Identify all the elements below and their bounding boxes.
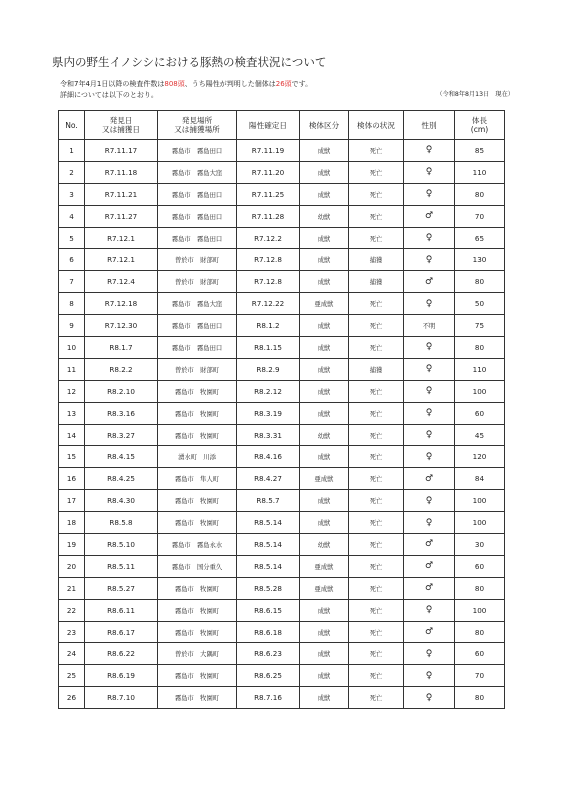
cell-no: 24 — [59, 643, 85, 665]
cell-status: 死亡 — [349, 337, 404, 359]
cell-status: 捕獲 — [349, 271, 404, 293]
intro-line-2: 詳細については以下のとおり。 — [60, 90, 158, 99]
cell-no: 18 — [59, 512, 85, 534]
cell-class: 成獣 — [300, 249, 349, 271]
cell-length: 80 — [455, 577, 505, 599]
cell-date-found: R8.6.22 — [85, 643, 158, 665]
cell-length: 100 — [455, 380, 505, 402]
table-row — [59, 643, 505, 665]
header-date-found: 発見日 又は捕獲日 — [85, 111, 158, 140]
table-row — [59, 271, 505, 293]
cell-date-found: R7.12.18 — [85, 293, 158, 315]
cell-date-found: R8.5.11 — [85, 555, 158, 577]
cell-class: 亜成獣 — [300, 293, 349, 315]
cell-status: 死亡 — [349, 555, 404, 577]
cell-length: 60 — [455, 643, 505, 665]
cell-confirm-date: R8.6.18 — [237, 621, 300, 643]
header-confirm-date: 陽性確定日 — [237, 111, 300, 140]
cell-class: 成獣 — [300, 512, 349, 534]
cell-length: 70 — [455, 205, 505, 227]
cell-place: 霧島市 霧島永水 — [158, 534, 237, 556]
cell-length: 75 — [455, 315, 505, 337]
cell-date-found: R8.5.10 — [85, 534, 158, 556]
intro-suffix: です。 — [291, 80, 313, 88]
cell-place: 霧島市 牧園町 — [158, 424, 237, 446]
cell-confirm-date: R8.3.31 — [237, 424, 300, 446]
cell-place: 霧島市 牧園町 — [158, 490, 237, 512]
cell-class: 成獣 — [300, 315, 349, 337]
cell-confirm-date: R7.11.28 — [237, 205, 300, 227]
cell-sex: ♀ — [404, 424, 455, 446]
cell-place: 霧島市 霧島田口 — [158, 205, 237, 227]
cell-length: 100 — [455, 490, 505, 512]
cell-length: 65 — [455, 227, 505, 249]
cell-status: 死亡 — [349, 161, 404, 183]
cell-sex: ♀ — [404, 402, 455, 424]
cell-status: 死亡 — [349, 490, 404, 512]
cell-class: 幼獣 — [300, 424, 349, 446]
header-sex: 性別 — [404, 111, 455, 140]
cell-length: 100 — [455, 599, 505, 621]
cell-date-found: R7.12.1 — [85, 227, 158, 249]
cell-status: 死亡 — [349, 665, 404, 687]
cell-place: 霧島市 牧園町 — [158, 599, 237, 621]
cell-confirm-date: R8.5.14 — [237, 512, 300, 534]
cell-no: 16 — [59, 468, 85, 490]
cell-length: 60 — [455, 402, 505, 424]
table-row — [59, 140, 505, 162]
cell-class: 成獣 — [300, 599, 349, 621]
cell-class: 成獣 — [300, 687, 349, 709]
cell-no: 21 — [59, 577, 85, 599]
cell-status: 死亡 — [349, 402, 404, 424]
cell-no: 20 — [59, 555, 85, 577]
cell-no: 1 — [59, 140, 85, 162]
cell-status: 死亡 — [349, 577, 404, 599]
table-row — [59, 665, 505, 687]
cell-sex: ♀ — [404, 183, 455, 205]
cell-sex: ♀ — [404, 358, 455, 380]
cell-no: 17 — [59, 490, 85, 512]
table-row — [59, 621, 505, 643]
cell-date-found: R8.7.10 — [85, 687, 158, 709]
cell-status: 死亡 — [349, 643, 404, 665]
cell-date-found: R7.12.30 — [85, 315, 158, 337]
table-header-row — [59, 111, 505, 140]
table-row — [59, 468, 505, 490]
table-row — [59, 227, 505, 249]
cell-confirm-date: R7.12.8 — [237, 249, 300, 271]
cell-date-found: R8.4.30 — [85, 490, 158, 512]
cell-sex: ♀ — [404, 687, 455, 709]
table-row — [59, 402, 505, 424]
cell-place: 霧島市 牧園町 — [158, 687, 237, 709]
cell-no: 12 — [59, 380, 85, 402]
cell-place: 湧水町 川添 — [158, 446, 237, 468]
cell-sex: ♂ — [404, 205, 455, 227]
cell-confirm-date: R7.11.19 — [237, 140, 300, 162]
total-count: 808頭 — [164, 80, 185, 88]
cell-place: 霧島市 国分重久 — [158, 555, 237, 577]
cell-place: 霧島市 牧園町 — [158, 380, 237, 402]
table-row — [59, 446, 505, 468]
cell-no: 19 — [59, 534, 85, 556]
cell-place: 霧島市 牧園町 — [158, 577, 237, 599]
cell-place: 霧島市 牧園町 — [158, 621, 237, 643]
cell-place: 霧島市 霧島大窪 — [158, 161, 237, 183]
cell-date-found: R8.6.11 — [85, 599, 158, 621]
cell-date-found: R8.5.27 — [85, 577, 158, 599]
table-row — [59, 315, 505, 337]
cell-class: 成獣 — [300, 665, 349, 687]
cell-sex: ♂ — [404, 577, 455, 599]
cell-date-found: R8.2.2 — [85, 358, 158, 380]
cell-confirm-date: R8.5.28 — [237, 577, 300, 599]
cell-confirm-date: R7.11.25 — [237, 183, 300, 205]
cell-sex: ♀ — [404, 490, 455, 512]
cell-confirm-date: R8.7.16 — [237, 687, 300, 709]
cell-sex: ♀ — [404, 140, 455, 162]
cell-sex: ♂ — [404, 271, 455, 293]
cell-confirm-date: R7.12.22 — [237, 293, 300, 315]
cell-sex: 不明 — [404, 315, 455, 337]
cell-place: 曽於市 財部町 — [158, 271, 237, 293]
page-title: 県内の野生イノシシにおける豚熱の検査状況について — [52, 55, 327, 69]
cell-confirm-date: R7.12.2 — [237, 227, 300, 249]
cell-no: 9 — [59, 315, 85, 337]
cell-date-found: R7.12.4 — [85, 271, 158, 293]
cell-sex: ♂ — [404, 468, 455, 490]
cell-date-found: R7.11.17 — [85, 140, 158, 162]
cell-no: 22 — [59, 599, 85, 621]
cell-place: 霧島市 霧島田口 — [158, 315, 237, 337]
cell-length: 80 — [455, 337, 505, 359]
cell-class: 成獣 — [300, 140, 349, 162]
cell-class: 成獣 — [300, 621, 349, 643]
cell-confirm-date: R8.6.25 — [237, 665, 300, 687]
table-row — [59, 490, 505, 512]
cell-class: 成獣 — [300, 643, 349, 665]
table-row — [59, 183, 505, 205]
cell-confirm-date: R8.1.2 — [237, 315, 300, 337]
cell-length: 70 — [455, 665, 505, 687]
cell-date-found: R8.1.7 — [85, 337, 158, 359]
cell-length: 30 — [455, 534, 505, 556]
cell-date-found: R7.11.18 — [85, 161, 158, 183]
cell-place: 曽於市 財部町 — [158, 358, 237, 380]
table-row — [59, 380, 505, 402]
cell-sex: ♀ — [404, 643, 455, 665]
cell-status: 死亡 — [349, 599, 404, 621]
cell-class: 幼獣 — [300, 534, 349, 556]
cell-no: 14 — [59, 424, 85, 446]
table-row — [59, 534, 505, 556]
cell-length: 85 — [455, 140, 505, 162]
table-row — [59, 424, 505, 446]
cell-class: 成獣 — [300, 446, 349, 468]
cell-length: 100 — [455, 512, 505, 534]
cell-no: 13 — [59, 402, 85, 424]
inspection-table — [58, 110, 505, 709]
cell-place: 霧島市 牧園町 — [158, 512, 237, 534]
cell-length: 60 — [455, 555, 505, 577]
as-of-date: （令和8年8月13日 現在） — [436, 91, 514, 98]
cell-place: 霧島市 霧島大窪 — [158, 293, 237, 315]
cell-confirm-date: R8.5.14 — [237, 534, 300, 556]
cell-place: 霧島市 霧島田口 — [158, 227, 237, 249]
cell-no: 26 — [59, 687, 85, 709]
cell-no: 25 — [59, 665, 85, 687]
cell-status: 死亡 — [349, 140, 404, 162]
cell-status: 死亡 — [349, 227, 404, 249]
header-status: 検体の状況 — [349, 111, 404, 140]
cell-sex: ♀ — [404, 380, 455, 402]
table-row — [59, 205, 505, 227]
cell-sex: ♂ — [404, 621, 455, 643]
cell-length: 110 — [455, 161, 505, 183]
cell-length: 120 — [455, 446, 505, 468]
positive-count: 26頭 — [275, 80, 292, 88]
cell-place: 霧島市 牧園町 — [158, 402, 237, 424]
cell-class: 成獣 — [300, 358, 349, 380]
cell-sex: ♀ — [404, 161, 455, 183]
cell-length: 84 — [455, 468, 505, 490]
cell-confirm-date: R8.5.7 — [237, 490, 300, 512]
cell-status: 死亡 — [349, 183, 404, 205]
cell-date-found: R8.6.17 — [85, 621, 158, 643]
cell-status: 死亡 — [349, 380, 404, 402]
cell-sex: ♀ — [404, 446, 455, 468]
cell-date-found: R7.11.27 — [85, 205, 158, 227]
cell-confirm-date: R8.1.15 — [237, 337, 300, 359]
cell-class: 幼獣 — [300, 205, 349, 227]
cell-place: 霧島市 隼人町 — [158, 468, 237, 490]
intro-middle: 、うち陽性が判明した個体は — [184, 80, 276, 88]
cell-class: 亜成獣 — [300, 555, 349, 577]
cell-length: 80 — [455, 621, 505, 643]
cell-length: 130 — [455, 249, 505, 271]
cell-sex: ♀ — [404, 337, 455, 359]
cell-sex: ♀ — [404, 665, 455, 687]
cell-place: 曽於市 財部町 — [158, 249, 237, 271]
cell-place: 霧島市 霧島田口 — [158, 140, 237, 162]
cell-date-found: R8.4.25 — [85, 468, 158, 490]
cell-status: 死亡 — [349, 687, 404, 709]
cell-confirm-date: R7.11.20 — [237, 161, 300, 183]
table-row — [59, 337, 505, 359]
cell-confirm-date: R8.6.23 — [237, 643, 300, 665]
cell-sex: ♂ — [404, 534, 455, 556]
header-class: 検体区分 — [300, 111, 349, 140]
cell-status: 死亡 — [349, 512, 404, 534]
cell-date-found: R7.12.1 — [85, 249, 158, 271]
cell-length: 110 — [455, 358, 505, 380]
cell-no: 15 — [59, 446, 85, 468]
cell-confirm-date: R8.4.27 — [237, 468, 300, 490]
intro-line-1 — [60, 79, 520, 90]
cell-date-found: R8.3.16 — [85, 402, 158, 424]
cell-place: 霧島市 霧島田口 — [158, 183, 237, 205]
cell-status: 捕獲 — [349, 249, 404, 271]
cell-sex: ♀ — [404, 293, 455, 315]
cell-length: 80 — [455, 271, 505, 293]
cell-no: 5 — [59, 227, 85, 249]
cell-place: 曽於市 大隅町 — [158, 643, 237, 665]
table-row — [59, 577, 505, 599]
cell-class: 成獣 — [300, 271, 349, 293]
cell-date-found: R8.5.8 — [85, 512, 158, 534]
cell-no: 3 — [59, 183, 85, 205]
table-row — [59, 555, 505, 577]
cell-class: 成獣 — [300, 161, 349, 183]
cell-date-found: R8.6.19 — [85, 665, 158, 687]
cell-confirm-date: R8.3.19 — [237, 402, 300, 424]
table-row — [59, 687, 505, 709]
cell-class: 成獣 — [300, 402, 349, 424]
cell-length: 45 — [455, 424, 505, 446]
cell-length: 50 — [455, 293, 505, 315]
cell-confirm-date: R7.12.8 — [237, 271, 300, 293]
cell-class: 成獣 — [300, 490, 349, 512]
cell-confirm-date: R8.4.16 — [237, 446, 300, 468]
cell-class: 成獣 — [300, 183, 349, 205]
table-row — [59, 249, 505, 271]
cell-status: 死亡 — [349, 446, 404, 468]
cell-sex: ♀ — [404, 599, 455, 621]
cell-confirm-date: R8.2.12 — [237, 380, 300, 402]
cell-status: 死亡 — [349, 424, 404, 446]
cell-no: 8 — [59, 293, 85, 315]
table-row — [59, 293, 505, 315]
cell-status: 死亡 — [349, 293, 404, 315]
cell-place: 霧島市 霧島田口 — [158, 337, 237, 359]
cell-class: 成獣 — [300, 337, 349, 359]
cell-class: 亜成獣 — [300, 468, 349, 490]
cell-no: 23 — [59, 621, 85, 643]
table-row — [59, 512, 505, 534]
intro-prefix: 令和7年4月1日以降の検査件数は — [60, 80, 165, 88]
cell-no: 4 — [59, 205, 85, 227]
cell-place: 霧島市 牧園町 — [158, 665, 237, 687]
cell-confirm-date: R8.2.9 — [237, 358, 300, 380]
cell-status: 死亡 — [349, 534, 404, 556]
cell-no: 11 — [59, 358, 85, 380]
header-length: 体長 (cm) — [455, 111, 505, 140]
cell-status: 死亡 — [349, 315, 404, 337]
cell-status: 捕獲 — [349, 358, 404, 380]
cell-class: 成獣 — [300, 227, 349, 249]
cell-no: 10 — [59, 337, 85, 359]
cell-no: 7 — [59, 271, 85, 293]
cell-no: 6 — [59, 249, 85, 271]
cell-status: 死亡 — [349, 468, 404, 490]
table-row — [59, 161, 505, 183]
cell-length: 80 — [455, 687, 505, 709]
cell-class: 成獣 — [300, 380, 349, 402]
cell-no: 2 — [59, 161, 85, 183]
cell-date-found: R8.4.15 — [85, 446, 158, 468]
header-no: No. — [59, 111, 85, 140]
cell-date-found: R8.2.10 — [85, 380, 158, 402]
cell-date-found: R8.3.27 — [85, 424, 158, 446]
cell-sex: ♀ — [404, 249, 455, 271]
cell-sex: ♀ — [404, 227, 455, 249]
table-row — [59, 358, 505, 380]
cell-confirm-date: R8.6.15 — [237, 599, 300, 621]
cell-confirm-date: R8.5.14 — [237, 555, 300, 577]
header-place: 発見場所 又は捕獲場所 — [158, 111, 237, 140]
cell-class: 亜成獣 — [300, 577, 349, 599]
cell-length: 80 — [455, 183, 505, 205]
cell-sex: ♀ — [404, 512, 455, 534]
cell-status: 死亡 — [349, 205, 404, 227]
cell-status: 死亡 — [349, 621, 404, 643]
cell-date-found: R7.11.21 — [85, 183, 158, 205]
table-row — [59, 599, 505, 621]
cell-sex: ♂ — [404, 555, 455, 577]
